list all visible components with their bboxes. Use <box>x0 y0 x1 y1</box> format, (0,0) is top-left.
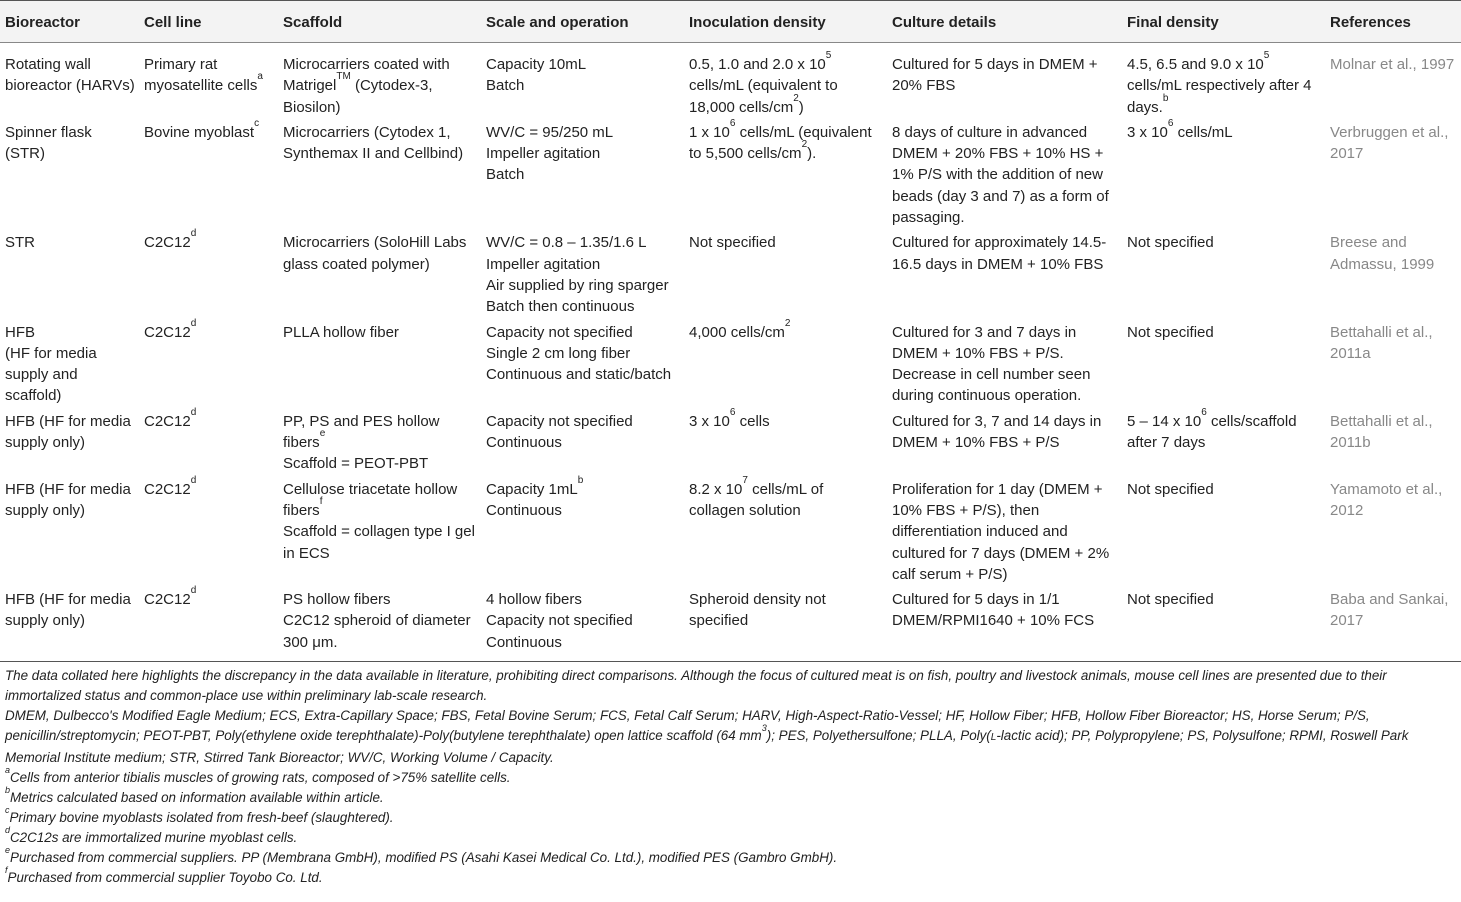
cell-line-text <box>144 228 274 253</box>
scaffold-pre: Microcarriers (Cytodex 1, Synthemax II and Cellbind) <box>283 123 464 163</box>
cell-inoculation <box>684 118 887 228</box>
cell-final-density <box>1122 585 1325 661</box>
inoculation-text <box>689 589 883 632</box>
scaffold-text <box>283 54 477 118</box>
cell-scaffold <box>278 585 481 661</box>
scale-line: Continuous <box>486 633 562 651</box>
cell-reference: Bettahalli et al., 2011a <box>1330 323 1433 362</box>
final-density-sup2: b <box>1162 92 1169 104</box>
cell-scale <box>481 43 684 118</box>
scale-line: Single 2 cm long fiber <box>486 344 631 362</box>
table-row <box>0 43 1461 118</box>
cell-culture <box>887 318 1122 407</box>
header-culture-details: Culture details <box>887 1 1122 43</box>
scale-line: 4 hollow fibers <box>486 591 582 609</box>
scale-line: Capacity 10mL <box>486 56 587 73</box>
inoculation-mid: cells/mL (equivalent to 18,000 cells/cm <box>689 77 838 116</box>
cell-bioreactor <box>0 318 139 407</box>
inoculation-mid: cells <box>735 412 770 430</box>
culture-line: Cultured for 3 and 7 days in DMEM + 10% FBS + P/S. Decrease in cell number seen during continuous operation. <box>892 323 1091 405</box>
bioreactor-line: HFB (HF for media supply only) <box>5 412 131 452</box>
bioreactor-line: (HF for media supply and scaffold) <box>5 344 97 405</box>
cell-scale <box>481 585 684 661</box>
scaffold-sup: f <box>319 495 323 507</box>
table-row <box>0 585 1461 661</box>
header-scaffold: Scaffold <box>278 1 481 43</box>
scaffold-pre: PS hollow fibers <box>283 591 391 609</box>
cell-culture <box>887 407 1122 475</box>
scaffold-text <box>283 589 477 610</box>
cell-line-name: Primary rat myosatellite cells <box>144 56 258 95</box>
table-row <box>0 228 1461 317</box>
inoculation-text <box>689 406 883 432</box>
cell-cell-line <box>139 318 278 407</box>
cell-culture <box>887 118 1122 228</box>
scale-line: Impeller agitation <box>486 255 601 273</box>
cell-scale <box>481 475 684 585</box>
final-density-mid: cells/scaffold after 7 days <box>1127 412 1297 452</box>
header-scale-operation: Scale and operation <box>481 1 684 43</box>
footnote-mark: b <box>577 474 584 486</box>
scale-line: Air supplied by ring sparger <box>486 276 669 294</box>
final-density-mid: cells/mL <box>1173 123 1233 141</box>
scaffold-pre: Cellulose triacetate hollow fibers <box>283 480 458 519</box>
cell-culture <box>887 43 1122 118</box>
inoculation-mid: cells/mL of collagen solution <box>689 480 824 519</box>
table-row <box>0 407 1461 475</box>
cell-final-density <box>1122 228 1325 317</box>
footnote-text: C2C12s are immortalized murine myoblast cells. <box>10 830 298 846</box>
cell-cell-line <box>139 228 278 317</box>
notes-abbreviations <box>5 706 1457 768</box>
cell-scale <box>481 118 684 228</box>
final-density-sup: 6 <box>1201 406 1207 418</box>
culture-line: 8 days of culture in advanced DMEM + 20% FBS + 10% HS + 1% P/S with the addition of new beads (day 3 and 7) as a form of passaging. <box>892 123 1109 227</box>
culture-line: Cultured for 3, 7 and 14 days in DMEM + 10% FBS + P/S <box>892 412 1102 452</box>
inoculation-pre: Spheroid density not specified <box>689 591 826 630</box>
cell-scaffold <box>278 475 481 585</box>
scaffold-text <box>283 232 477 275</box>
final-density-text <box>1127 589 1321 610</box>
final-density-text <box>1127 117 1321 143</box>
cell-line-text <box>144 406 274 432</box>
footnote <box>5 785 1457 808</box>
culture-line: Proliferation for 1 day (DMEM + 10% FBS + P/S), then differentiation induced and cultured for 7 days (DMEM + 2% calf serum + P/S) <box>892 480 1110 583</box>
bioreactor-line: HFB (HF for media supply only) <box>5 591 131 630</box>
cell-line-name: C2C12 <box>144 591 191 609</box>
cell-culture <box>887 585 1122 661</box>
abbrev-sup: 3 <box>761 723 767 734</box>
cell-scaffold <box>278 407 481 475</box>
cell-line-text <box>144 474 274 500</box>
inoculation-pre: 8.2 x 10 <box>689 480 743 498</box>
cell-cell-line <box>139 43 278 118</box>
cell-line-text <box>144 54 274 97</box>
header-row <box>0 1 1461 43</box>
scaffold-text <box>283 411 477 454</box>
scale-line: WV/C = 95/250 mL <box>486 123 614 141</box>
cell-line-text <box>144 117 274 143</box>
cell-bioreactor <box>0 118 139 228</box>
footnote <box>5 865 1457 888</box>
scaffold-sup: TM <box>336 71 351 83</box>
inoculation-pre: 1 x 10 <box>689 123 730 141</box>
cell-line-text <box>144 585 274 610</box>
cell-cell-line <box>139 118 278 228</box>
cell-inoculation <box>684 318 887 407</box>
cell-bioreactor <box>0 407 139 475</box>
cell-final-density <box>1122 118 1325 228</box>
cell-inoculation <box>684 475 887 585</box>
footnote-mark: d <box>5 825 11 836</box>
final-density-mid: cells/mL respectively after 4 days. <box>1127 77 1312 116</box>
scaffold-text <box>283 322 477 343</box>
footnote-mark: e <box>5 845 11 856</box>
scaffold-line2: Scaffold = collagen type I gel in ECS <box>283 523 475 562</box>
cell-reference: Baba and Sankai, 2017 <box>1330 591 1449 630</box>
footnote-mark: c <box>5 805 10 816</box>
header-inoculation-density: Inoculation density <box>684 1 887 43</box>
final-density-text <box>1127 406 1321 454</box>
cell-scale <box>481 228 684 317</box>
scale-line: Capacity not specified <box>486 612 633 630</box>
scale-line: Continuous <box>486 434 562 452</box>
cell-line-name: C2C12 <box>144 234 191 252</box>
culture-line: Cultured for 5 days in DMEM + 20% FBS <box>892 56 1098 95</box>
scaffold-line2: C2C12 spheroid of diameter 300 μm. <box>283 612 471 651</box>
final-density-text <box>1127 50 1321 118</box>
table-header <box>0 1 1461 43</box>
scale-line: Capacity not specified <box>486 412 633 430</box>
inoculation-text <box>689 474 883 522</box>
footnote-text: Purchased from commercial supplier Toyobo Co. Ltd. <box>7 870 323 886</box>
cell-scale <box>481 407 684 475</box>
inoculation-post: ). <box>807 145 817 163</box>
cell-bioreactor <box>0 585 139 661</box>
final-density-pre: Not specified <box>1127 323 1214 341</box>
cell-bioreactor <box>0 43 139 118</box>
scale-line: Batch <box>486 77 525 95</box>
inoculation-sup: 7 <box>742 474 748 486</box>
cell-line-name: Bovine myoblast <box>144 123 255 141</box>
cell-scaffold <box>278 118 481 228</box>
cell-inoculation <box>684 228 887 317</box>
cell-final-density <box>1122 407 1325 475</box>
footnote <box>5 845 1457 868</box>
footnote-text: Primary bovine myoblasts isolated from fresh-beef (slaughtered). <box>9 810 394 826</box>
footnote <box>5 765 1457 788</box>
scale-line <box>486 474 680 500</box>
bioreactor-line: STR <box>5 234 35 252</box>
footnote-text: Cells from anterior tibialis muscles of growing rats, composed of >75% satellite cells. <box>10 770 511 786</box>
scaffold-text <box>283 122 477 165</box>
cell-culture <box>887 475 1122 585</box>
header-final-density: Final density <box>1122 1 1325 43</box>
scaffold-pre: Microcarriers (SoloHill Labs glass coated polymer) <box>283 234 467 273</box>
footnote-mark: b <box>5 785 11 796</box>
final-density-text <box>1127 479 1321 500</box>
cell-scaffold <box>278 43 481 118</box>
inoculation-text <box>689 50 883 118</box>
cell-scaffold <box>278 318 481 407</box>
cell-final-density <box>1122 475 1325 585</box>
scale-line: WV/C = 0.8 – 1.35/1.6 L <box>486 234 647 252</box>
footnote-mark: d <box>190 406 197 418</box>
inoculation-sup2: 2 <box>793 92 799 104</box>
scaffold-text <box>283 479 477 522</box>
cell-scale <box>481 318 684 407</box>
inoculation-pre: 3 x 10 <box>689 412 730 430</box>
scaffold-pre: PLLA hollow fiber <box>283 323 399 341</box>
scale-line: Continuous <box>486 501 562 519</box>
inoculation-mid: cells/mL (equivalent to 5,500 cells/cm <box>689 123 872 163</box>
footnote-mark: a <box>257 71 263 83</box>
cell-reference: Yamamoto et al., 2012 <box>1330 480 1443 519</box>
final-density-pre: 4.5, 6.5 and 9.0 x 10 <box>1127 56 1264 73</box>
header-cell-line: Cell line <box>139 1 278 43</box>
cell-inoculation <box>684 407 887 475</box>
cell-cell-line <box>139 475 278 585</box>
cell-line-name: C2C12 <box>144 323 191 341</box>
footnote-mark: a <box>5 765 11 776</box>
cell-scaffold <box>278 228 481 317</box>
final-density-pre: Not specified <box>1127 234 1214 252</box>
abbrev-text-3: -lactic acid); PP, Polypropylene; PS, Polysulfone; RPMI, Roswell Park Memorial Institute medium; STR, Stirred Tank Bioreactor; WV/C, Working Volume / Capacity. <box>5 728 1409 766</box>
final-density-pre: 5 – 14 x 10 <box>1127 412 1202 430</box>
inoculation-pre: Not specified <box>689 234 776 252</box>
abbrev-text-2: ); PES, Polyethersulfone; PLLA, Poly( <box>766 728 991 744</box>
final-density-pre: Not specified <box>1127 591 1214 609</box>
cell-inoculation <box>684 585 887 661</box>
bioreactor-line: Rotating wall bioreactor (HARVs) <box>5 56 135 95</box>
notes-summary: The data collated here highlights the discrepancy in the data available in literature, prohibiting direct comparisons. Although the focus of cultured meat is on fish, poultry and livestock animals, mouse cell lines are presented due to their immortalized status and common-place use within preliminary lab-scale research. <box>5 668 1387 704</box>
cell-final-density <box>1122 43 1325 118</box>
scaffold-sup: e <box>319 428 326 440</box>
cell-reference: Breese and Admassu, 1999 <box>1330 234 1435 273</box>
abbrev-text-1: DMEM, Dulbecco's Modified Eagle Medium; ECS, Extra-Capillary Space; FBS, Fetal Bovine Serum; FCS, Fetal Calf Serum; HARV, High-Aspect-Ratio-Vessel; HF, Hollow Fiber; HFB, Hollow Fiber Bioreactor; HS, Horse Serum; P/S, penicillin/streptomycin; PEOT-PBT, Poly(ethylene oxide terephthalate)-Poly(butylene terephthalate) open lattice scaffold (64 mm <box>5 708 1370 744</box>
abbrev-sub: L <box>990 732 997 744</box>
scaffold-line2: Scaffold = PEOT-PBT <box>283 455 429 473</box>
scale-text: Capacity 1mL <box>486 480 578 498</box>
cell-line-name: C2C12 <box>144 412 191 430</box>
footnote-mark: d <box>190 317 197 329</box>
cell-final-density <box>1122 318 1325 407</box>
footnote-mark: f <box>5 865 8 876</box>
scale-line: Capacity not specified <box>486 323 633 341</box>
cell-line-name: C2C12 <box>144 480 191 498</box>
footnotes-list <box>5 765 1457 888</box>
inoculation-sup: 6 <box>729 117 736 129</box>
scaffold-pre: Microcarriers coated with Matrigel <box>283 56 450 95</box>
inoculation-sup2: 2 <box>801 139 808 151</box>
cell-cell-line <box>139 407 278 475</box>
header-references: References <box>1325 1 1461 43</box>
footnote <box>5 825 1457 848</box>
scale-line: Continuous and static/batch <box>486 366 672 384</box>
footnote-text: Purchased from commercial suppliers. PP (Membrana GmbH), modified PS (Asahi Kasei Medical Co. Ltd.), modified PES (Gambro GmbH). <box>10 850 838 866</box>
final-density-text <box>1127 322 1321 343</box>
inoculation-sup: 5 <box>825 50 832 61</box>
inoculation-text <box>689 117 883 165</box>
footnote-mark: c <box>254 117 260 129</box>
header-bioreactor: Bioreactor <box>0 1 139 43</box>
culture-line: Cultured for approximately 14.5-16.5 days in DMEM + 10% FBS <box>892 234 1107 273</box>
culture-line: Cultured for 5 days in 1/1 DMEM/RPMI1640 + 10% FCS <box>892 591 1095 630</box>
cell-bioreactor <box>0 228 139 317</box>
table-row <box>0 318 1461 407</box>
cell-reference: Bettahalli et al., 2011b <box>1330 412 1433 452</box>
cell-reference: Molnar et al., 1997 <box>1330 56 1455 73</box>
footnote-mark: d <box>190 585 197 597</box>
scale-line: Impeller agitation <box>486 145 601 163</box>
footnote-mark: d <box>190 474 197 486</box>
cell-cell-line <box>139 585 278 661</box>
final-density-pre: 3 x 10 <box>1127 123 1168 141</box>
inoculation-post: ) <box>798 98 804 116</box>
table-body <box>0 43 1461 662</box>
scaffold-pre: PP, PS and PES hollow fibers <box>283 412 440 452</box>
final-density-sup: 6 <box>1167 117 1174 129</box>
inoculation-sup: 2 <box>784 317 791 329</box>
footnote-mark: d <box>190 228 197 240</box>
scaffold-post: (Cytodex-3, Biosilon) <box>283 77 433 116</box>
bioreactor-line: HFB (HF for media supply only) <box>5 480 131 519</box>
cell-bioreactor <box>0 475 139 585</box>
footnote-text: Metrics calculated based on information available within article. <box>10 790 384 806</box>
table-notes <box>0 661 1461 888</box>
cell-line-text <box>144 317 274 343</box>
cell-inoculation <box>684 43 887 118</box>
inoculation-text <box>689 317 883 343</box>
final-density-text <box>1127 232 1321 253</box>
scale-line: Batch <box>486 166 525 184</box>
bioreactor-line: HFB <box>5 323 35 341</box>
cell-reference: Verbruggen et al., 2017 <box>1330 123 1449 163</box>
final-density-sup: 5 <box>1263 50 1270 61</box>
scale-line: Batch then continuous <box>486 298 635 316</box>
inoculation-text <box>689 232 883 253</box>
inoculation-sup: 6 <box>729 406 736 418</box>
bioreactor-line: Spinner flask (STR) <box>5 123 92 163</box>
final-density-pre: Not specified <box>1127 480 1214 498</box>
footnote <box>5 805 1457 828</box>
inoculation-pre: 0.5, 1.0 and 2.0 x 10 <box>689 56 826 73</box>
table-row <box>0 118 1461 228</box>
cell-culture <box>887 228 1122 317</box>
inoculation-pre: 4,000 cells/cm <box>689 323 785 341</box>
table-row <box>0 475 1461 585</box>
